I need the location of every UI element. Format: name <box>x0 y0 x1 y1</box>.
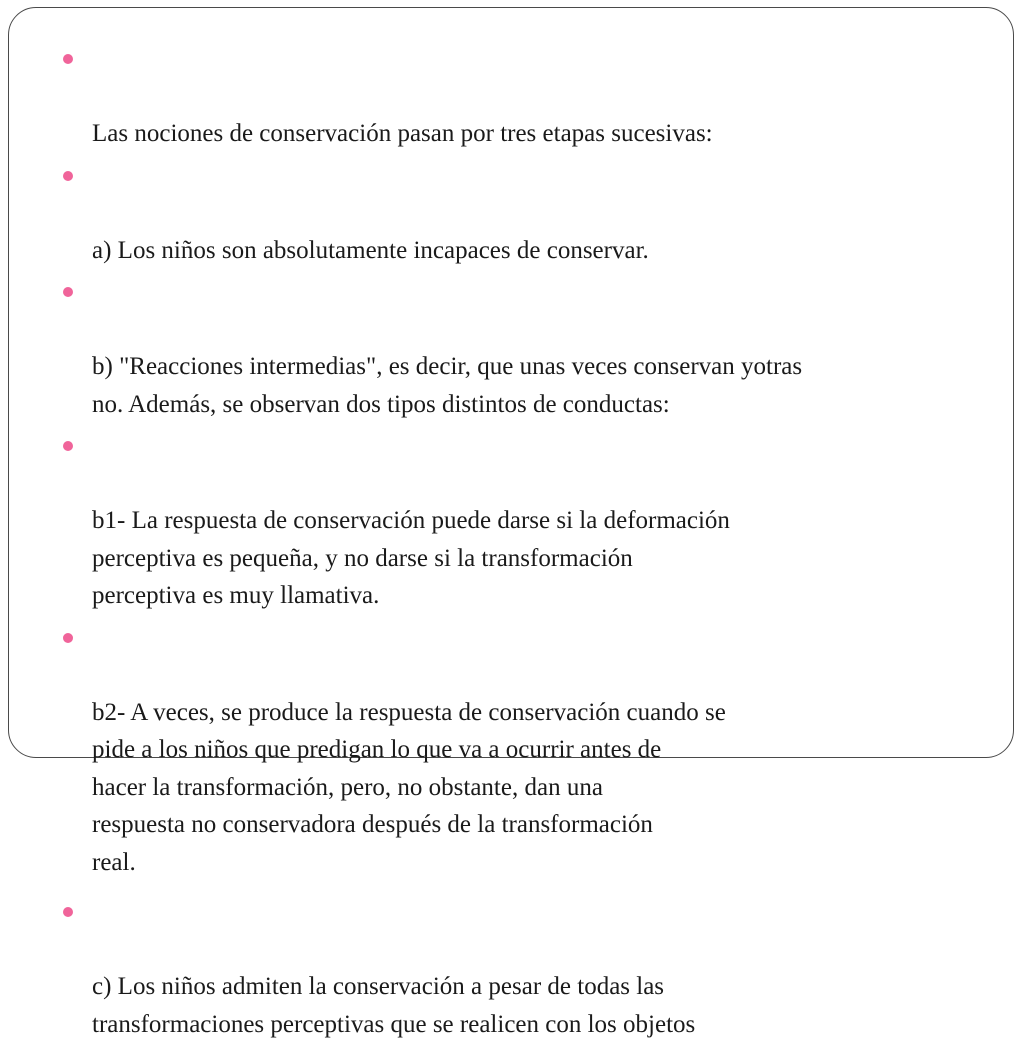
bullet-text: b2- A veces, se produce la respuesta de conservación cuando se pide a los niños que predigan lo que va a ocurrir antes de hacer la transformación, pero, no obstante, dan una respuesta no conservadora después de la transformación real. <box>92 698 726 876</box>
bullet-dot-icon <box>63 287 73 297</box>
bullet-item-a <box>60 157 980 270</box>
bullet-item-intro <box>60 40 980 153</box>
bullet-text: b) "Reacciones intermedias", es decir, que unas veces conservan yotras no. Además, se observan dos tipos distintos de conductas: <box>92 353 803 418</box>
bullet-text: Las nociones de conservación pasan por tres etapas sucesivas: <box>92 120 713 147</box>
bullet-dot-icon <box>63 441 73 451</box>
bullet-list <box>60 40 980 1047</box>
bullet-dot-icon <box>63 54 73 64</box>
bullet-text: a) Los niños son absolutamente incapaces de conservar. <box>92 236 649 264</box>
bullet-item-b1 <box>60 427 980 615</box>
bullet-dot-icon <box>63 171 73 181</box>
bullet-dot-icon <box>63 907 73 917</box>
bullet-dot-icon <box>63 633 73 643</box>
bullet-item-b <box>60 273 980 423</box>
bullet-text: b1- La respuesta de conservación puede darse si la deformación perceptiva es pequeña, y no darse si la transformación perceptiva es muy llamativa. <box>92 507 730 609</box>
bullet-item-c <box>60 893 980 1043</box>
bullet-item-b2 <box>60 619 980 882</box>
bullet-text: c) Los niños admiten la conservación a pesar de todas las transformaciones perceptivas que se realicen con los objetos <box>92 973 696 1038</box>
